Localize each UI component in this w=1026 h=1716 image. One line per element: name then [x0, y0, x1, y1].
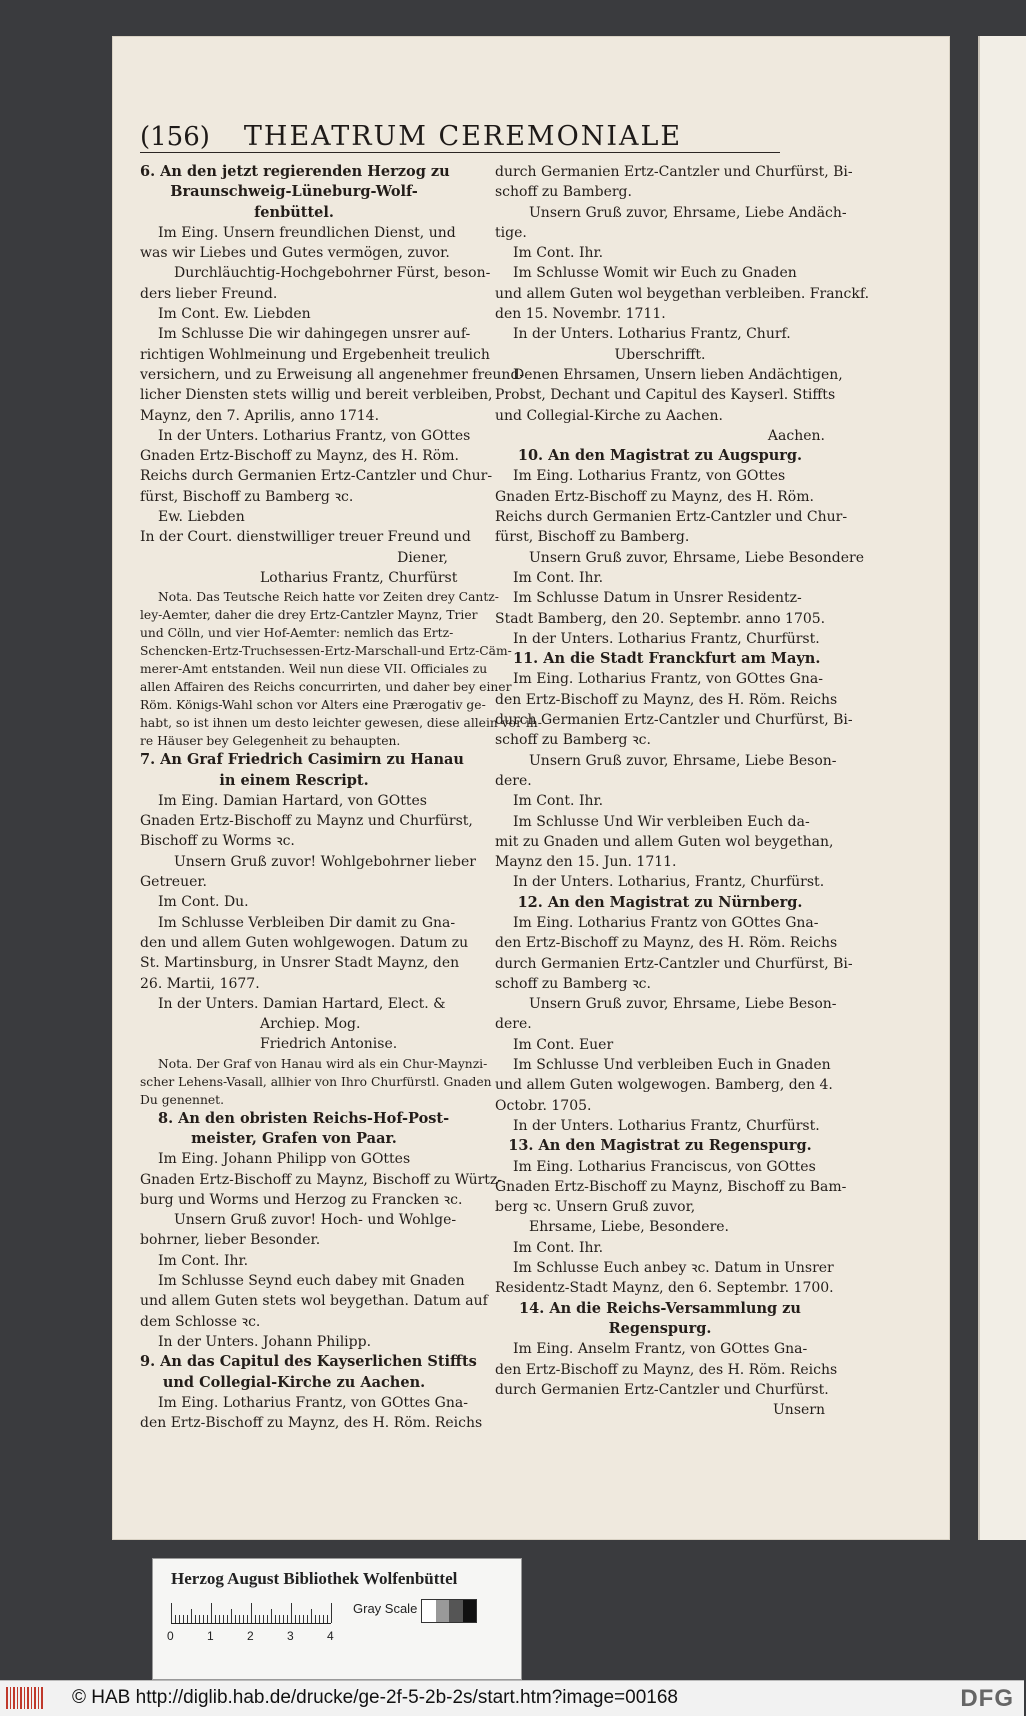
- text-line: dere.: [495, 772, 532, 789]
- text-line: scher Lehens-Vasall, allhier von Ihro Churfürstl. Gnaden: [140, 1074, 492, 1089]
- adjacent-page-edge: [978, 36, 1026, 1540]
- text-line: habt, so ist ihnen um desto leichter gewesen, diese allein vor ih-: [140, 716, 542, 731]
- ruler-tick: [271, 1609, 272, 1623]
- ruler-tick: [291, 1603, 292, 1623]
- text-line: St. Martinsburg, in Unsrer Stadt Maynz, den: [140, 955, 460, 972]
- text-line: und Collegial-Kirche zu Aachen.: [162, 1373, 426, 1391]
- page-number: (156): [140, 122, 210, 152]
- dfg-logo: DFG: [960, 1685, 1014, 1712]
- ruler-tick: [235, 1615, 236, 1623]
- ruler-number: 3: [287, 1629, 294, 1643]
- text-line: Stadt Bamberg, den 20. Septembr. anno 1705.: [495, 610, 826, 627]
- text-line: 10. An den Magistrat zu Augspurg.: [517, 447, 803, 465]
- text-line: schoff zu Bamberg.: [495, 184, 632, 201]
- text-line: Im Cont. Ihr.: [513, 245, 604, 262]
- viewer-footer: [0, 1680, 1024, 1716]
- text-line: 6. An den jetzt regierenden Herzog zu: [140, 163, 450, 180]
- ruler-number: 0: [167, 1629, 174, 1643]
- ruler-tick: [331, 1603, 332, 1623]
- ruler-tick: [183, 1615, 184, 1623]
- text-line: Im Schlusse Euch anbey ꝛc. Datum in Unsrer: [513, 1260, 834, 1277]
- text-line: Maynz, den 7. Aprilis, anno 1714.: [140, 407, 380, 424]
- ruler-tick: [219, 1615, 220, 1623]
- text-line: berg ꝛc. Unsern Gruß zuvor,: [495, 1199, 696, 1216]
- text-line: Im Cont. Euer: [513, 1036, 614, 1053]
- text-line: den Ertz-Bischoff zu Maynz, des H. Röm. Reichs: [140, 1415, 483, 1432]
- ruler-tick: [251, 1603, 252, 1623]
- text-line: Im Cont. Du.: [158, 894, 249, 911]
- text-line: ders lieber Freund.: [140, 285, 278, 302]
- text-line: In der Unters. Damian Hartard, Elect. &: [158, 995, 446, 1012]
- ruler-number: 1: [207, 1629, 214, 1643]
- source-url[interactable]: © HAB http://diglib.hab.de/drucke/ge-2f-5-2b-2s/start.htm?image=00168: [72, 1687, 678, 1708]
- text-line: 11. An die Stadt Franckfurt am Mayn.: [513, 650, 821, 668]
- ruler-tick: [259, 1615, 260, 1623]
- text-line: Lotharius Frantz, Churfürst: [260, 569, 458, 586]
- ruler-tick: [299, 1615, 300, 1623]
- text-line: Octobr. 1705.: [495, 1097, 592, 1114]
- text-line: Im Schlusse Verbleiben Dir damit zu Gna-: [158, 914, 456, 931]
- text-line: Im Eing. Lotharius Franciscus, von GOttes: [513, 1158, 816, 1175]
- ruler-tick: [307, 1615, 308, 1623]
- text-line: Getreuer.: [140, 874, 207, 891]
- text-line: fürst, Bischoff zu Bamberg.: [495, 529, 690, 546]
- text-line: Im Eing. Damian Hartard, von GOttes: [158, 792, 427, 809]
- text-line: Unsern Gruß zuvor, Ehrsame, Liebe Andäch-: [529, 204, 847, 221]
- text-line: durch Germanien Ertz-Cantzler und Churfürst, Bi-: [495, 955, 853, 972]
- ruler-tick: [187, 1615, 188, 1623]
- text-line: In der Unters. Lotharius Frantz, von GOttes: [158, 427, 471, 444]
- text-line: Im Cont. Ihr.: [158, 1252, 249, 1269]
- running-title: THEATRUM CEREMONIALE: [243, 121, 683, 152]
- text-line: Im Schlusse Seynd euch dabey mit Gnaden: [158, 1273, 465, 1290]
- text-line: 8. An den obristen Reichs-Hof-Post-: [158, 1109, 450, 1127]
- text-line: in einem Rescript.: [219, 771, 369, 789]
- ruler-tick: [215, 1615, 216, 1623]
- text-line: Gnaden Ertz-Bischoff zu Maynz, Bischoff zu Würtz-: [140, 1171, 503, 1188]
- text-line: Ew. Liebden: [158, 509, 245, 526]
- text-line: fenbüttel.: [254, 203, 334, 221]
- text-line: Im Cont. Ew. Liebden: [158, 306, 311, 323]
- text-line: und Collegial-Kirche zu Aachen.: [495, 407, 723, 424]
- text-line: Gnaden Ertz-Bischoff zu Maynz und Churfürst,: [140, 813, 473, 830]
- text-line: meister, Grafen von Paar.: [191, 1129, 397, 1147]
- ruler-tick: [243, 1615, 244, 1623]
- text-line: In der Unters. Johann Philipp.: [158, 1333, 372, 1350]
- text-line: Im Schlusse Und Wir verbleiben Euch da-: [513, 813, 810, 830]
- text-line: richtigen Wohlmeinung und Ergebenheit treulich: [140, 346, 490, 363]
- ruler-tick: [315, 1615, 316, 1623]
- text-line: Regenspurg.: [608, 1319, 712, 1337]
- text-line: den Ertz-Bischoff zu Maynz, des H. Röm. Reichs: [495, 1361, 838, 1378]
- text-line: Im Eing. Lotharius Frantz, von GOttes Gna-: [158, 1394, 468, 1411]
- text-line: ley-Aemter, daher die drey Ertz-Cantzler Maynz, Trier: [140, 608, 478, 623]
- text-line: Unsern Gruß zuvor, Ehrsame, Liebe Besondere: [529, 549, 865, 566]
- text-line: Archiep. Mog.: [260, 1016, 361, 1033]
- text-line: Gnaden Ertz-Bischoff zu Maynz, des H. Röm.: [140, 448, 459, 465]
- ruler-tick: [195, 1615, 196, 1623]
- ruler-tick: [319, 1615, 320, 1623]
- text-line: In der Unters. Lotharius Frantz, Churf.: [513, 326, 791, 343]
- text-line: Ehrsame, Liebe, Besondere.: [529, 1219, 730, 1236]
- text-line: Im Schlusse Womit wir Euch zu Gnaden: [513, 265, 797, 282]
- text-line: dere.: [495, 1016, 532, 1033]
- text-line: licher Diensten stets willig und bereit verbleiben,: [140, 387, 493, 404]
- text-line: Im Eing. Unsern freundlichen Dienst, und: [158, 224, 456, 241]
- ruler-tick: [283, 1615, 284, 1623]
- text-line: tige.: [495, 224, 527, 241]
- text-line: Unsern Gruß zuvor, Ehrsame, Liebe Beson-: [529, 996, 837, 1013]
- text-line: und allem Guten stets wol beygethan. Datum auf: [140, 1293, 488, 1310]
- text-line: Uberschrifft.: [614, 346, 706, 363]
- text-line: Du genennet.: [140, 1092, 225, 1107]
- text-line: Im Schlusse Datum in Unsrer Residentz-: [513, 590, 802, 607]
- text-line: Röm. Königs-Wahl schon vor Alters eine Prærogativ ge-: [140, 698, 486, 713]
- text-line: In der Unters. Lotharius Frantz, Churfürst.: [513, 630, 820, 647]
- text-line: durch Germanien Ertz-Cantzler und Churfürst.: [495, 1381, 829, 1398]
- text-line: Braunschweig-Lüneburg-Wolf-: [170, 183, 418, 201]
- ruler-tick: [231, 1609, 232, 1623]
- text-line: Im Schlusse Und verbleiben Euch in Gnaden: [513, 1057, 831, 1074]
- text-line: 12. An den Magistrat zu Nürnberg.: [517, 893, 803, 911]
- page-header: [140, 114, 780, 153]
- text-line: und allem Guten wolgewogen. Bamberg, den 4.: [495, 1077, 833, 1094]
- text-line: den Ertz-Bischoff zu Maynz, des H. Röm. Reichs: [495, 935, 838, 952]
- ruler-tick: [303, 1615, 304, 1623]
- text-line: Im Eing. Johann Philipp von GOttes: [158, 1151, 411, 1168]
- ruler-tick: [171, 1603, 172, 1623]
- ruler-tick: [327, 1615, 328, 1623]
- ruler-tick: [179, 1615, 180, 1623]
- ruler-tick: [207, 1615, 208, 1623]
- ruler-scale: [171, 1597, 331, 1624]
- text-line: Bischoff zu Worms ꝛc.: [140, 833, 295, 850]
- ruler-number: 2: [247, 1629, 254, 1643]
- text-line: Denen Ehrsamen, Unsern lieben Andächtigen,: [513, 366, 843, 383]
- text-line: Reichs durch Germanien Ertz-Cantzler und Chur-: [140, 468, 493, 485]
- barcode-icon: [6, 1687, 44, 1709]
- text-line: Im Eing. Lotharius Frantz, von GOttes Gna-: [513, 671, 823, 688]
- text-line: Unsern Gruß zuvor! Hoch- und Wohlge-: [174, 1212, 457, 1229]
- ruler-tick: [287, 1615, 288, 1623]
- text-line: allen Affairen des Reichs concurrirten, und daher bey einer: [140, 680, 512, 695]
- library-name: Herzog August Bibliothek Wolfenbüttel: [171, 1569, 458, 1588]
- text-line: Durchläuchtig-Hochgebohrner Fürst, beson-: [174, 265, 491, 282]
- ruler-number: 4: [327, 1629, 334, 1643]
- text-line: Gnaden Ertz-Bischoff zu Maynz, Bischoff zu Bam-: [495, 1178, 847, 1195]
- text-line: Residentz-Stadt Maynz, den 6. Septembr. 1700.: [495, 1280, 834, 1297]
- gray-scale-label: Gray Scale: [353, 1601, 418, 1616]
- text-line: durch Germanien Ertz-Cantzler und Churfürst, Bi-: [495, 712, 853, 729]
- text-line: Friedrich Antonise.: [260, 1036, 398, 1053]
- text-line: Gnaden Ertz-Bischoff zu Maynz, des H. Röm.: [495, 488, 814, 505]
- text-line: 26. Martii, 1677.: [140, 975, 260, 992]
- right-text-column: [495, 162, 870, 1420]
- ruler-tick: [239, 1615, 240, 1623]
- text-line: schoff zu Bamberg ꝛc.: [495, 975, 651, 992]
- text-line: Probst, Dechant und Capitul des Kayserl. Stiffts: [495, 387, 836, 404]
- text-line: Im Cont. Ihr.: [513, 793, 604, 810]
- text-line: Maynz den 15. Jun. 1711.: [495, 854, 677, 871]
- text-line: Unsern Gruß zuvor, Ehrsame, Liebe Beson-: [529, 752, 837, 769]
- text-line: fürst, Bischoff zu Bamberg ꝛc.: [140, 488, 354, 505]
- ruler-tick: [175, 1615, 176, 1623]
- text-line: 9. An das Capitul des Kayserlichen Stiffts: [140, 1353, 477, 1371]
- gray-scale-bar: [421, 1599, 477, 1623]
- text-line: und allem Guten wol beygethan verbleiben. Franckf.: [495, 285, 870, 302]
- text-line: re Häuser bey Gelegenheit zu behaupten.: [140, 734, 401, 749]
- text-line: Reichs durch Germanien Ertz-Cantzler und Chur-: [495, 509, 848, 526]
- text-line: versichern, und zu Erweisung all angenehmer freund-: [140, 366, 525, 383]
- text-line: schoff zu Bamberg ꝛc.: [495, 732, 651, 749]
- ruler-tick: [247, 1615, 248, 1623]
- text-line: Nota. Das Teutsche Reich hatte vor Zeiten drey Cantz-: [158, 590, 499, 605]
- text-line: den und allem Guten wohlgewogen. Datum zu: [140, 934, 469, 951]
- text-line: Aachen.: [767, 427, 825, 444]
- ruler-tick: [227, 1615, 228, 1623]
- text-line: Nota. Der Graf von Hanau wird als ein Chur-Maynzi-: [158, 1056, 488, 1071]
- ruler-tick: [295, 1615, 296, 1623]
- text-line: Unsern: [773, 1402, 825, 1419]
- text-line: merer-Amt entstanden. Weil nun diese VII. Officiales zu: [140, 662, 488, 677]
- text-line: mit zu Gnaden und allem Guten wol beygethan,: [495, 833, 834, 850]
- ruler-tick: [323, 1615, 324, 1623]
- text-line: In der Unters. Lotharius Frantz, Churfürst.: [513, 1117, 820, 1134]
- text-line: Im Schlusse Die wir dahingegen unsrer auf-: [158, 326, 471, 343]
- text-line: Unsern Gruß zuvor! Wohlgebohrner lieber: [174, 853, 476, 870]
- ruler-tick: [211, 1603, 212, 1623]
- text-line: 14. An die Reichs-Versammlung zu: [519, 1299, 801, 1317]
- text-line: In der Court. dienstwilliger treuer Freund und: [140, 529, 471, 546]
- text-line: den 15. Novembr. 1711.: [495, 306, 666, 323]
- text-line: bohrner, lieber Besonder.: [140, 1232, 321, 1249]
- ruler-tick: [191, 1609, 192, 1623]
- text-line: dem Schlosse ꝛc.: [140, 1313, 261, 1330]
- ruler-tick: [279, 1615, 280, 1623]
- text-line: und Cölln, und vier Hof-Aemter: nemlich das Ertz-: [140, 626, 454, 641]
- text-line: durch Germanien Ertz-Cantzler und Churfürst, Bi-: [495, 164, 853, 180]
- library-color-card: [152, 1558, 522, 1680]
- text-line: Im Eing. Lotharius Frantz von GOttes Gna-: [513, 914, 819, 931]
- ruler-tick: [275, 1615, 276, 1623]
- text-line: 7. An Graf Friedrich Casimirn zu Hanau: [140, 751, 464, 769]
- ruler-tick: [199, 1615, 200, 1623]
- text-line: 13. An den Magistrat zu Regenspurg.: [508, 1137, 812, 1155]
- ruler-tick: [255, 1615, 256, 1623]
- ruler-tick: [267, 1615, 268, 1623]
- text-line: Im Eing. Lotharius Frantz, von GOttes: [513, 468, 786, 485]
- text-line: den Ertz-Bischoff zu Maynz, des H. Röm. Reichs: [495, 691, 838, 708]
- ruler-tick: [263, 1615, 264, 1623]
- text-line: Schencken-Ertz-Truchsessen-Ertz-Marschall-und Ertz-Cäm-: [140, 644, 512, 659]
- text-line: Im Cont. Ihr.: [513, 569, 604, 586]
- text-line: In der Unters. Lotharius, Frantz, Churfürst.: [513, 874, 825, 891]
- text-line: Im Cont. Ihr.: [513, 1239, 604, 1256]
- text-line: burg und Worms und Herzog zu Francken ꝛc.: [140, 1191, 463, 1208]
- text-line: Im Eing. Anselm Frantz, von GOttes Gna-: [513, 1341, 808, 1358]
- ruler-tick: [311, 1609, 312, 1623]
- text-line: was wir Liebes und Gutes vermögen, zuvor.: [140, 245, 450, 262]
- ruler-tick: [203, 1615, 204, 1623]
- text-line: Diener,: [397, 549, 448, 566]
- ruler-tick: [223, 1615, 224, 1623]
